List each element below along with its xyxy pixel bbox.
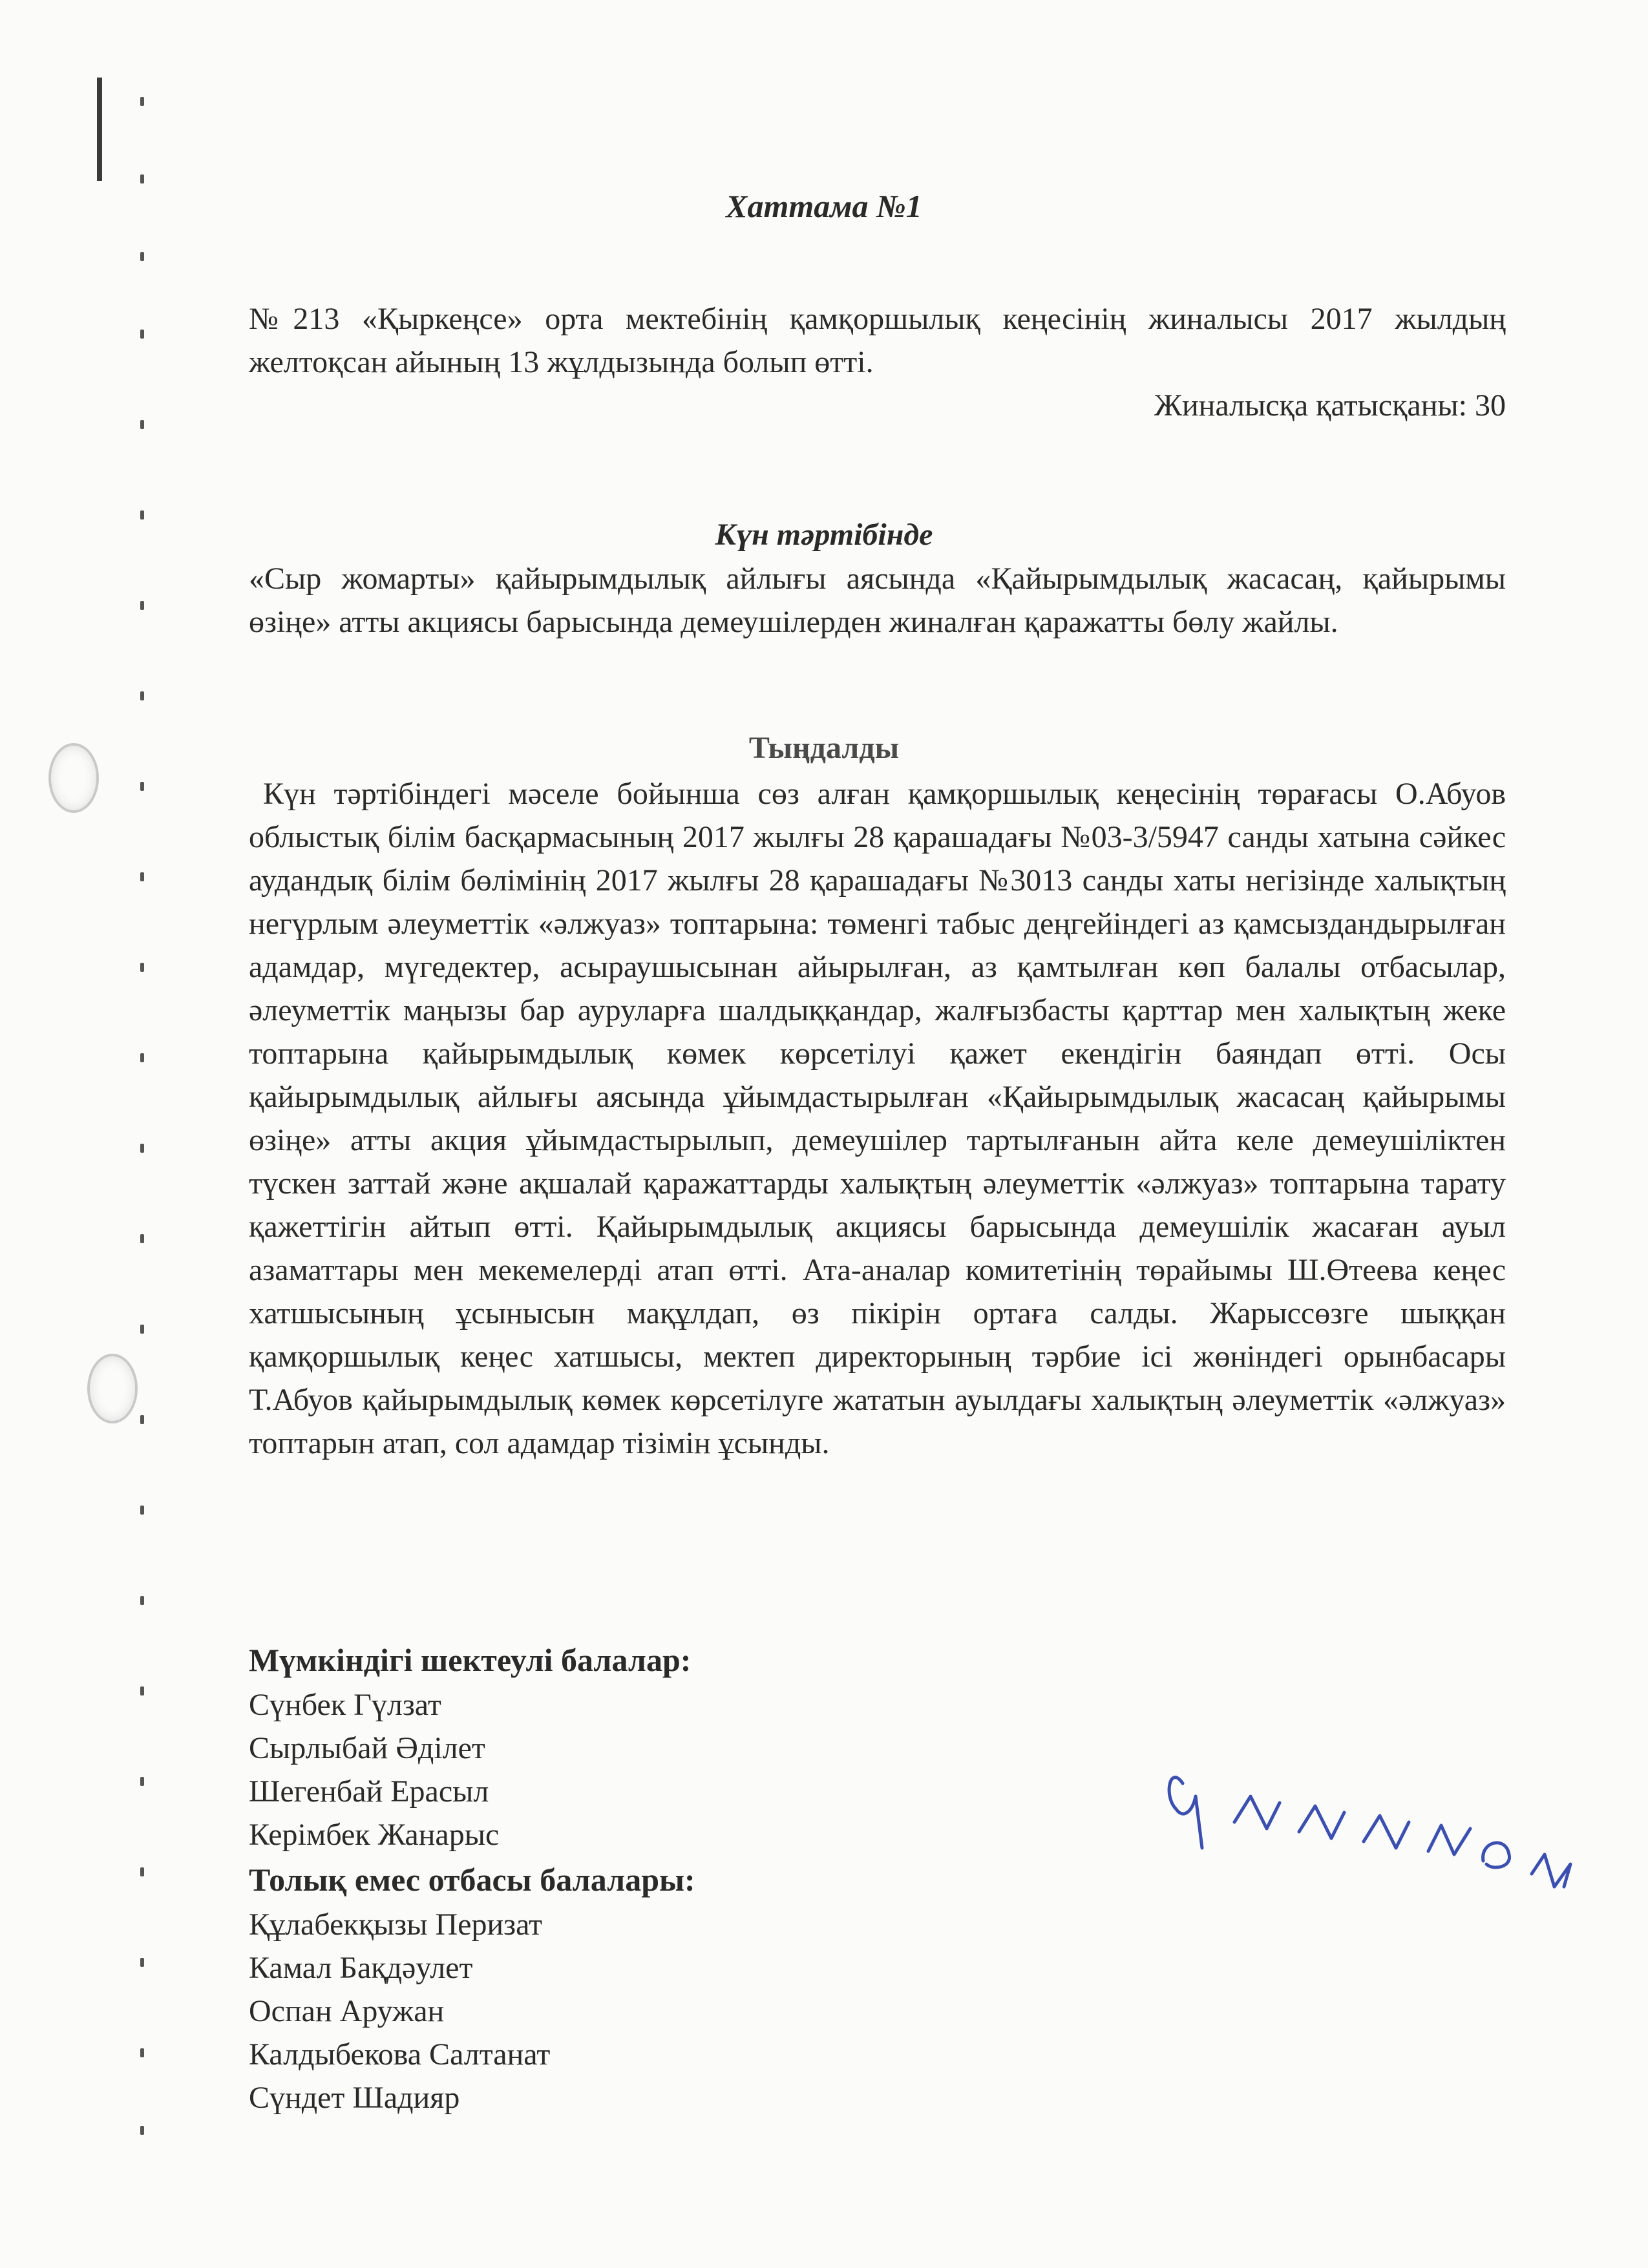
heard-paragraph: Күн тәртібіндегі мәселе бойынша сөз алған қамқоршылық кеңесінің төрағасы О.Абуов облыстық білім басқармасының 2017 жылғы 28 қарашадағы №03-3/5947 санды хатына сәйкес аудандық білім бөлімінің 2017 жылғы 28 қарашадағы №3013 санды хаты негізінде халықтың негүрлым әлеуметтік «әлжуаз» топтарына: төменгі табыс деңгейіндегі аз қамсыздандырылған адамдар, мүгедектер, асыраушысынан айырылған, аз қамтылған көп балалы отбасылар, әлеуметтік маңызы бар ауруларға шалдыққандар, жалғызбасты қарттар мен халықтың жеке топтарына қайырымдылық көмек көрсетілуі қажет екендігін баяндап өтті. Осы қайырымдылық айлығы аясында ұйымдастырылған «Қайырымдылық жасасаң қайырымы өзіңе» атты акция ұйымдастырылып, демеушілер тартылғанын айта келе демеушіліктен түскен заттай және ақшалай қаражаттарды халықтың әлеуметтік «әлжуаз» топтарына тарату қажеттігін айтып өтті. Қайырымдылық акциясы барысында демеушілік жасаған ауыл азаматтары мен мекемелерді атап өтті. Ата-аналар комитетінің төрайымы Ш.Өтеева кеңес хатшысының ұсынысын мақұлдап, өз пікірін ортаға салды. Жарыссөзге шыққан қамқоршылық кеңес хатшысы, мектеп директорының тәрбие ісі жөніндегі орынбасары Т.Абуов қайырымдылық көмек көрсетілуге жататын ауылдағы халықтың әлеуметтік «әлжуаз» топтарын атап, сол адамдар тізімін ұсынды. [249,777,1506,1460]
list-item: Сүндет Шадияр [249,2081,460,2115]
list-item: Сырлыбай Әділет [249,1731,485,1765]
list-item: Калдыбекова Салтанат [249,2037,551,2072]
scan-edge-mark [97,78,102,181]
list-item: Оспан Аружан [249,1994,445,2028]
group2-heading: Толық емес отбасы балалары: [249,1862,695,1898]
group1-heading: Мүмкіндігі шектеулі балалар: [249,1642,692,1678]
list-item: Керімбек Жанарыс [249,1818,500,1852]
agenda-paragraph: «Сыр жомарты» қайырымдылық айлығы аясында «Қайырымдылық жасасаң, қайырымы өзіңе» атты акциясы барысында демеушілерден жиналған қаражатты бөлу жайлы. [249,562,1506,639]
list-item: Камал Бақдәулет [249,1951,473,1985]
heard-heading: Тыңдалды [748,731,900,765]
agenda-heading: Күн тәртібінде [715,518,933,552]
list-item: Сүнбек Гүлзат [249,1688,441,1722]
intro-paragraph: №213 «Қыркеңсе» орта мектебінің қамқоршылық кеңесінің жиналысы 2017 жылдың желтоқсан айының 13 жұлдызында болып өтті. [249,302,1506,379]
list-item: Шегенбай Ерасыл [249,1774,489,1809]
punch-hole-bottom [87,1354,138,1423]
binding-holes [132,58,158,2190]
group2-list [249,1903,550,2119]
attendance-line: Жиналысқа қатысқаны: 30 [1154,388,1506,423]
group1-list [249,1683,499,1856]
handwritten-pen-marks [1157,1758,1596,1926]
list-item: Құлабекқызы Перизат [249,1907,543,1942]
document-title: Хаттама №1 [726,188,922,224]
